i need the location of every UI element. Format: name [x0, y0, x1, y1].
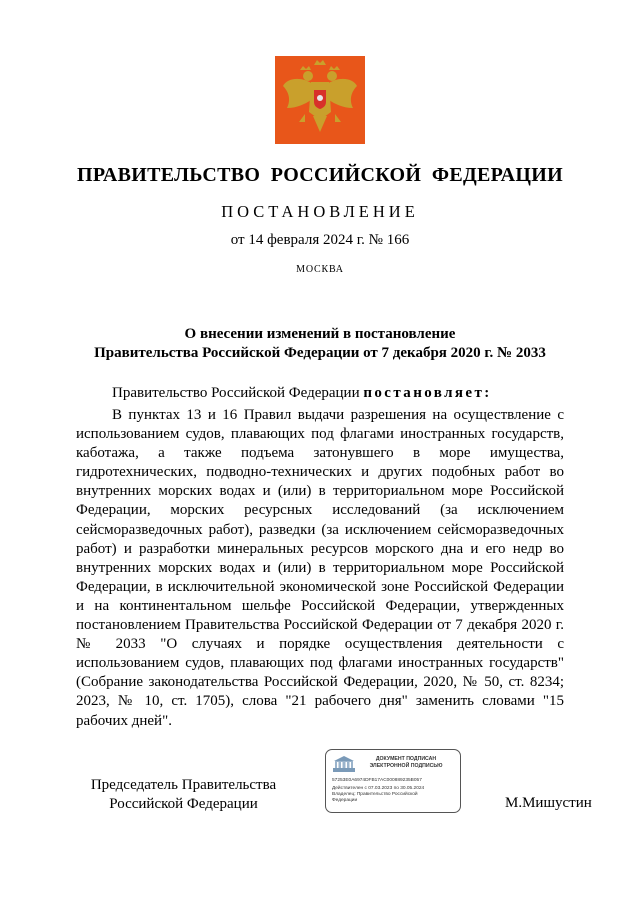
signatory-position [76, 776, 291, 814]
body-paragraph: В пунктах 13 и 16 Правил выдачи разрешения на осуществление с использованием судов, плавающих под флагами иностранных государств, каботажа, а также подъема затонувшего в море имущества, гидротехнических, подводно-технических и других подобных работ во внутренних морских водах и (или) в территориальном море Российской Федерации, морских ресурсных исследований (за исключением сейсморазведочных работ), разведки (за исключением сейсморазведочных работ) и разработки минеральных ресурсов морского дна и его недр во внутренних морских водах и (или) в территориальном море Российской Федерации, в исключительной экономической зоне Российской Федерации и на континентальном шельфе Российской Федерации, утвержденных постановлением Правительства Российской Федерации от 7 декабря 2020 г. № 2033 "О случаях и порядке осуществления деятельности с использованием судов, плавающих под флагами иностранных государств" (Собрание законодательства Российской Федерации, 2020, № 50, ст. 8234; 2023, № 10, ст. 1705), слова "21 рабочего дня" заменить словами "15 рабочих дней". [76, 407, 564, 729]
stamp-title-line-2: ЭЛЕКТРОННОЙ ПОДПИСЬЮ [369, 762, 443, 769]
document-date-number: от 14 февраля 2024 г. № 166 [230, 232, 410, 248]
stamp-title-line-1: ДОКУМЕНТ ПОДПИСАН [375, 756, 437, 762]
document-city: МОСКВА [296, 264, 344, 275]
subject-line-2: Правительства Российской Федерации от 7 декабря 2020 г. № 2033 [94, 345, 546, 361]
stamp-certificate-serial: 57253E0A6974DFB17AC000889235B057 [332, 778, 422, 783]
government-title: ПРАВИТЕЛЬСТВО РОССИЙСКОЙ ФЕДЕРАЦИИ [77, 164, 563, 186]
preamble-resolves: постановляет: [363, 385, 492, 401]
document-subject [40, 325, 600, 363]
document-type: ПОСТАНОВЛЕНИЕ [221, 202, 419, 221]
electronic-signature-stamp [325, 749, 461, 813]
preamble-text: Правительство Российской Федерации [112, 385, 364, 401]
preamble [112, 385, 492, 402]
coat-of-arms-emblem [275, 56, 365, 144]
signatory-position-line-2: Российской Федерации [109, 796, 258, 812]
subject-line-1: О внесении изменений в постановление [184, 326, 456, 342]
building-icon [333, 756, 355, 772]
signatory-position-line-1: Председатель Правительства [90, 777, 277, 793]
stamp-validity: Действителен с 07.03.2023 по 30.05.2024 [332, 786, 425, 791]
signatory-name: М.Мишустин [505, 795, 592, 811]
stamp-owner-line-1: Владелец: Правительство Российской [332, 792, 418, 797]
stamp-owner-line-2: Федерации [332, 798, 358, 803]
stamp-title [356, 756, 456, 769]
